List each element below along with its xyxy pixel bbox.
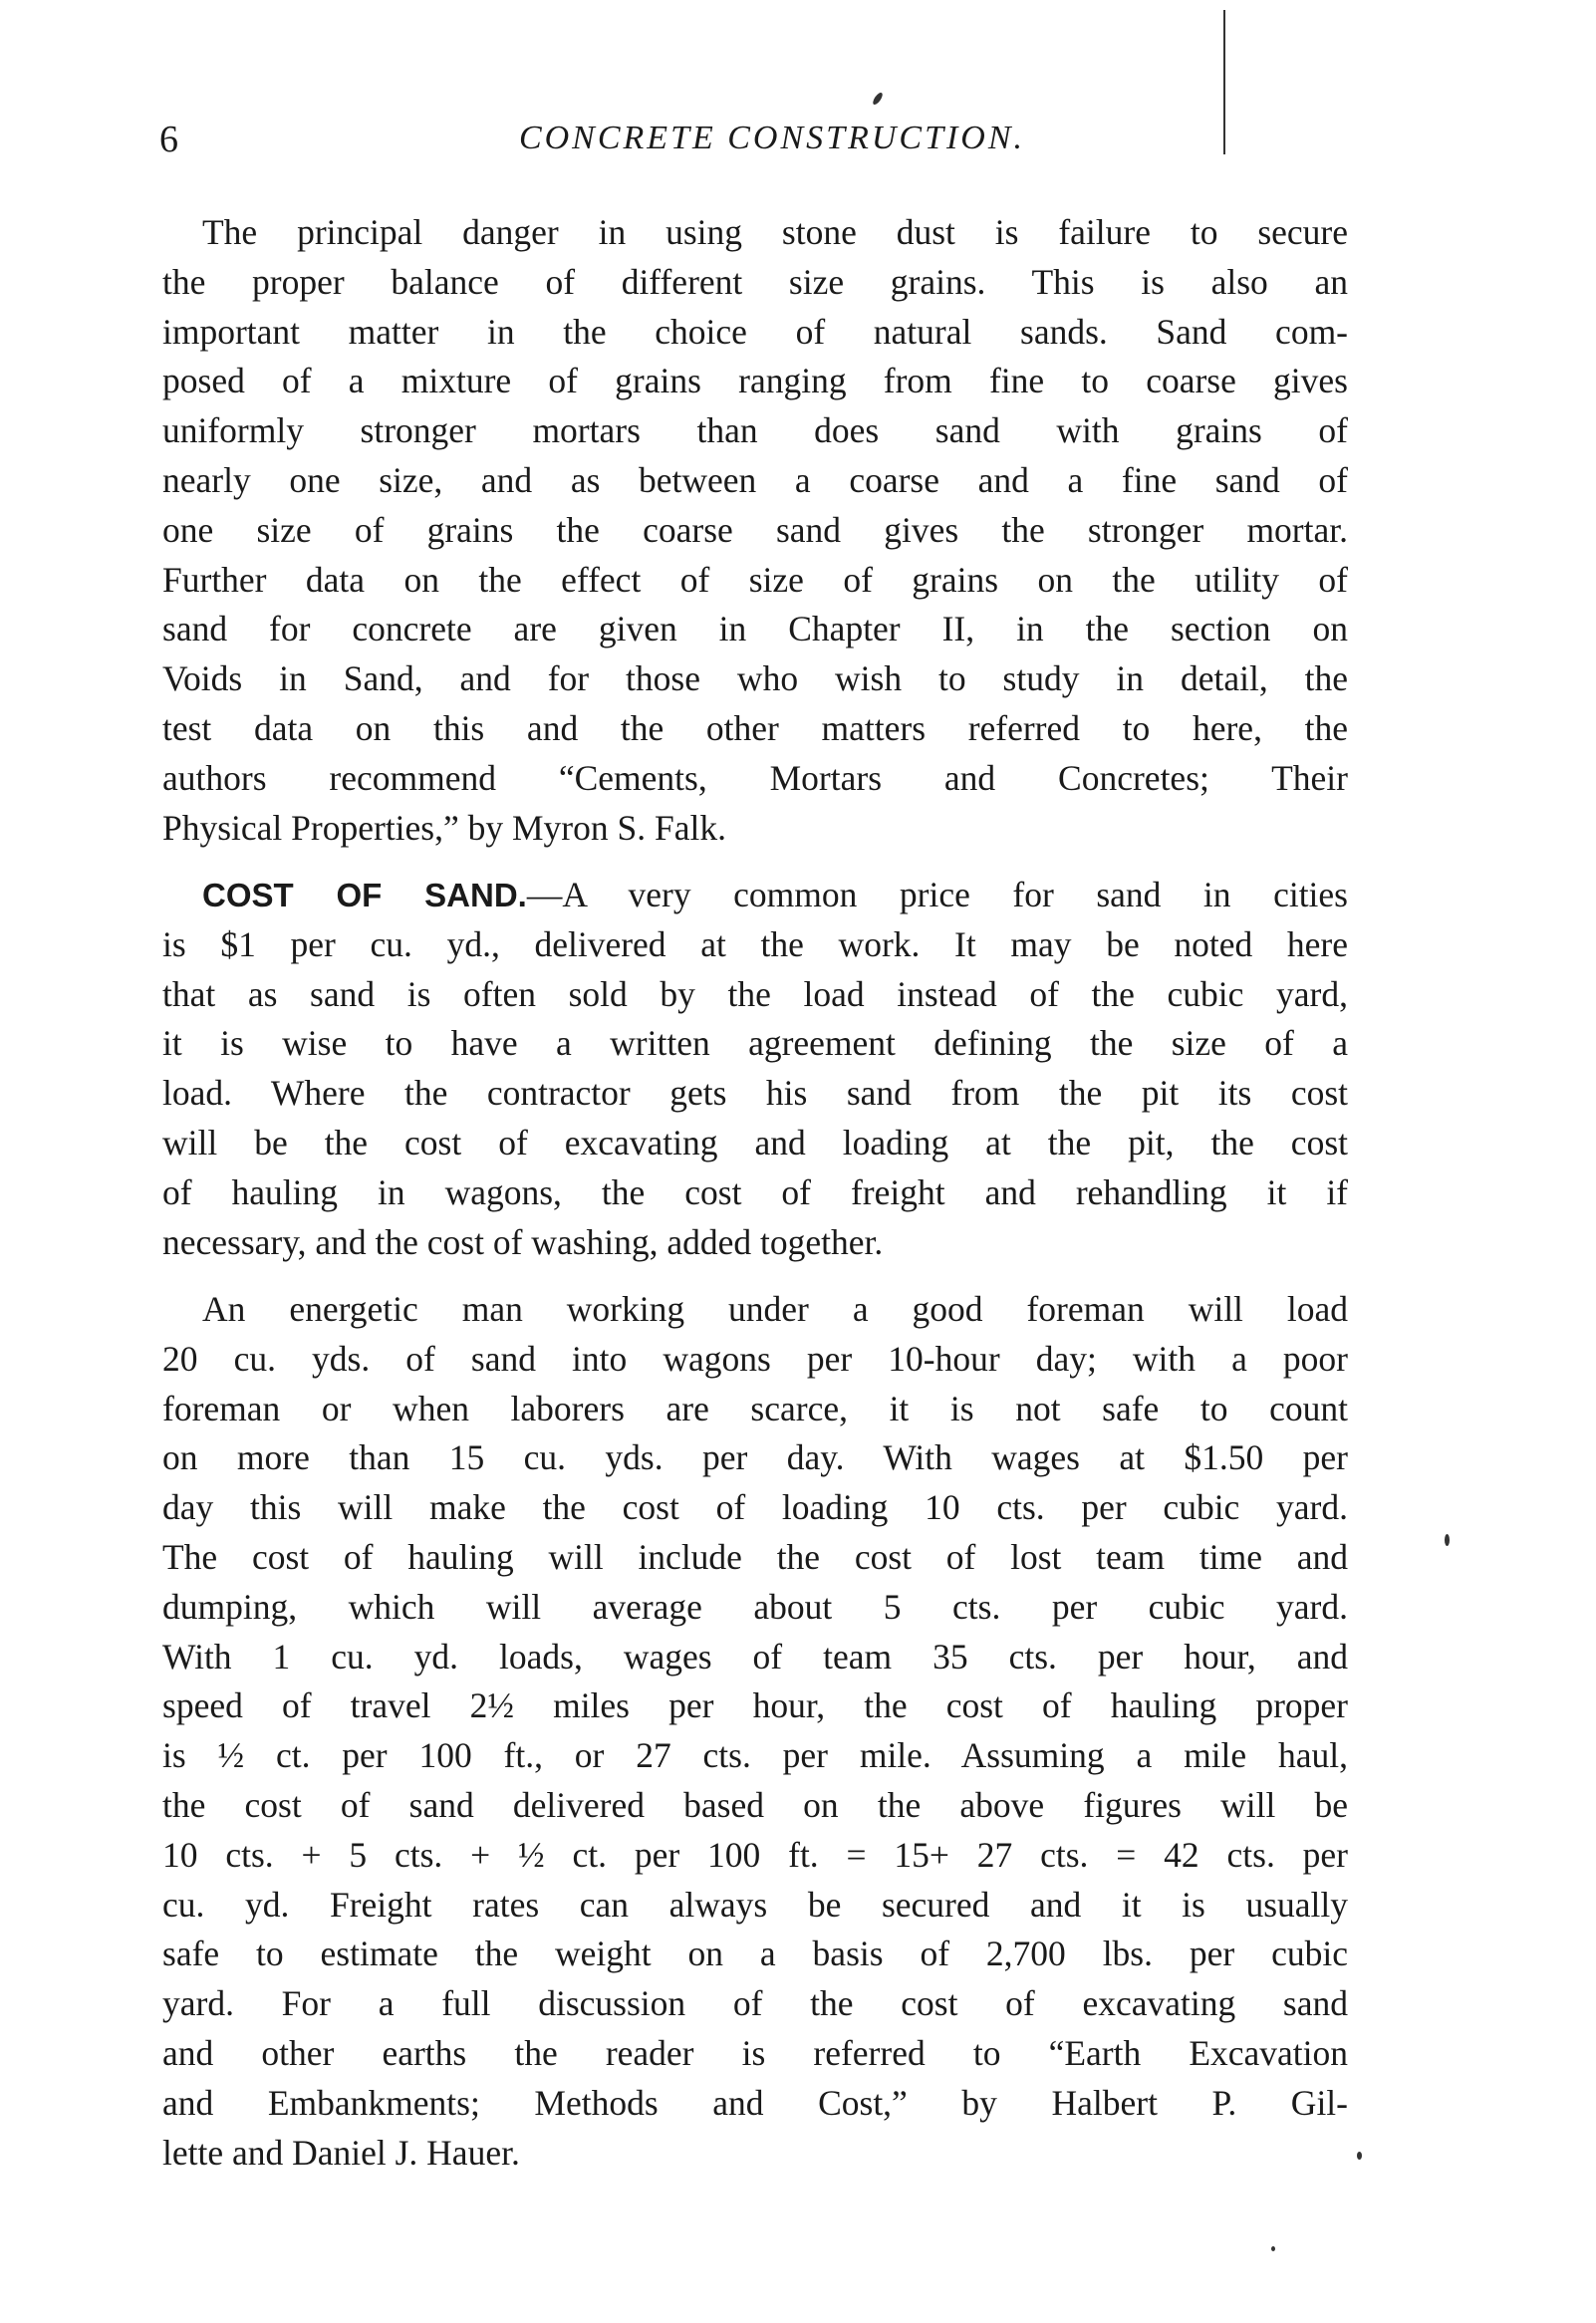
line-text: test data on this and the other matters referred to here, the	[162, 707, 1348, 748]
text-line	[162, 1069, 1348, 1119]
text-line	[162, 556, 1348, 606]
line-text: authors recommend “Cements, Mortars and Concretes; Their	[162, 757, 1348, 798]
text-line	[162, 1831, 1348, 1881]
line-text: it is wise to have a written agreement defining the size of a	[162, 1023, 1348, 1064]
text-line	[162, 1218, 1348, 1268]
line-text: Further data on the effect of size of grains on the utility of	[162, 559, 1348, 600]
scan-speck	[1357, 2152, 1362, 2160]
text-line	[162, 2029, 1348, 2079]
text-line	[162, 871, 1348, 920]
line-text: yard. For a full discussion of the cost of excavating sand	[162, 1983, 1348, 2024]
text-line	[162, 208, 1348, 258]
line-text: nearly one size, and as between a coarse and a fine sand of	[162, 459, 1348, 500]
paragraph-loading-hauling	[162, 1285, 1348, 2178]
text-line	[162, 1335, 1348, 1385]
text-line	[162, 754, 1348, 804]
line-text: sand for concrete are given in Chapter II, in the section on	[162, 609, 1348, 649]
text-line	[162, 1433, 1348, 1483]
line-text: important matter in the choice of natural sands. Sand com-	[162, 311, 1348, 352]
scan-speck	[1445, 1534, 1450, 1546]
text-line	[162, 804, 1348, 854]
text-line	[162, 1979, 1348, 2029]
line-text: 10 cts. + 5 cts. + ½ ct. per 100 ft. = 15+ 27 cts. = 42 cts. per	[162, 1834, 1348, 1875]
scan-speck	[872, 92, 885, 107]
text-line	[162, 920, 1348, 970]
text-line	[162, 654, 1348, 704]
text-line	[162, 1285, 1348, 1335]
text-line	[162, 1583, 1348, 1633]
text-line	[162, 506, 1348, 556]
text-line	[162, 1633, 1348, 1682]
text-line	[162, 258, 1348, 308]
section-heading: COST OF SAND.	[202, 877, 527, 913]
text-line	[162, 605, 1348, 654]
text-line	[162, 704, 1348, 754]
line-text: necessary, and the cost of washing, added together.	[162, 1221, 884, 1262]
line-text: The cost of hauling will include the cost of lost team time and	[162, 1536, 1348, 1577]
line-text: will be the cost of excavating and loading at the pit, the cost	[162, 1122, 1348, 1162]
line-text: posed of a mixture of grains ranging from fine to coarse gives	[162, 361, 1348, 401]
line-text: of hauling in wagons, the cost of freight and rehandling it if	[162, 1171, 1348, 1212]
line-text: the cost of sand delivered based on the above figures will be	[162, 1784, 1348, 1825]
line-text: one size of grains the coarse sand gives the stronger mortar.	[162, 509, 1348, 550]
text-line	[162, 406, 1348, 456]
line-text: cu. yd. Freight rates can always be secured and it is usually	[162, 1884, 1348, 1925]
line-text: uniformly stronger mortars than does sand with grains of	[162, 410, 1348, 451]
text-line	[162, 1533, 1348, 1583]
text-line	[162, 1019, 1348, 1069]
line-text: is $1 per cu. yd., delivered at the work. It may be noted here	[162, 923, 1348, 964]
line-text: With 1 cu. yd. loads, wages of team 35 cts. per hour, and	[162, 1636, 1348, 1677]
line-text: 20 cu. yds. of sand into wagons per 10-hour day; with a poor	[162, 1338, 1348, 1379]
line-text: and other earths the reader is referred to “Earth Excavation	[162, 2032, 1348, 2073]
line-text: that as sand is often sold by the load instead of the cubic yard,	[162, 973, 1348, 1014]
line-text: Voids in Sand, and for those who wish to study in detail, the	[162, 658, 1348, 699]
line-text: foreman or when laborers are scarce, it is not safe to count	[162, 1388, 1348, 1428]
line-text: speed of travel 2½ miles per hour, the cost of hauling proper	[162, 1685, 1348, 1726]
text-line	[162, 2079, 1348, 2129]
text-line	[162, 1881, 1348, 1931]
paragraph-cost-of-sand	[162, 871, 1348, 1267]
page-number: 6	[159, 119, 178, 160]
paragraph-stone-dust	[162, 208, 1348, 853]
text-line	[162, 2129, 1348, 2179]
line-text: on more than 15 cu. yds. per day. With wages at $1.50 per	[162, 1437, 1348, 1478]
line-text: dumping, which will average about 5 cts. per cubic yard.	[162, 1586, 1348, 1627]
line-text: Physical Properties,” by Myron S. Falk.	[162, 807, 726, 848]
line-text: load. Where the contractor gets his sand from the pit its cost	[162, 1073, 1348, 1114]
line-text: the proper balance of different size grains. This is also an	[162, 261, 1348, 302]
text-line	[162, 1483, 1348, 1533]
text-line	[162, 1781, 1348, 1831]
line-text: —A very common price for sand in cities	[526, 875, 1348, 914]
line-text: and Embankments; Methods and Cost,” by Halbert P. Gil-	[162, 2082, 1348, 2123]
running-title: CONCRETE CONSTRUCTION.	[518, 120, 1026, 156]
line-text: The principal danger in using stone dust is failure to secure	[202, 212, 1348, 252]
text-line	[162, 970, 1348, 1020]
text-line	[162, 1385, 1348, 1434]
text-line	[162, 1681, 1348, 1731]
text-line	[162, 357, 1348, 406]
text-line	[162, 1930, 1348, 1979]
scan-speck	[1271, 2246, 1275, 2251]
text-line	[162, 1119, 1348, 1168]
line-text: is ½ ct. per 100 ft., or 27 cts. per mile. Assuming a mile haul,	[162, 1735, 1348, 1776]
line-text: An energetic man working under a good foreman will load	[202, 1289, 1348, 1329]
text-line	[162, 308, 1348, 358]
text-line	[162, 456, 1348, 506]
line-text: day this will make the cost of loading 10 cts. per cubic yard.	[162, 1487, 1348, 1528]
line-text: lette and Daniel J. Hauer.	[162, 2132, 520, 2173]
text-line	[162, 1168, 1348, 1218]
text-line	[162, 1731, 1348, 1781]
line-text: safe to estimate the weight on a basis of 2,700 lbs. per cubic	[162, 1934, 1348, 1974]
scan-margin-line	[1223, 10, 1225, 154]
